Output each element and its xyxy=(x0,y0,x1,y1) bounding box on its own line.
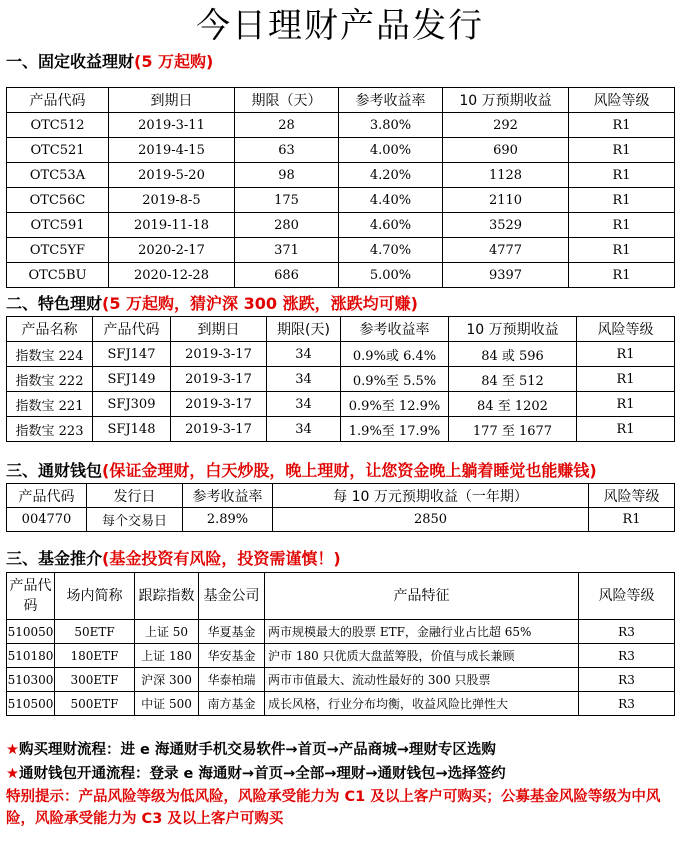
table-cell: OTC591 xyxy=(7,213,109,238)
table-cell: R1 xyxy=(569,213,675,238)
table-cell: 4.40% xyxy=(339,188,443,213)
table-cell: 2.89% xyxy=(183,508,273,532)
table-header-row xyxy=(7,317,675,342)
table-cell: 4.60% xyxy=(339,213,443,238)
col-header: 产品名称 xyxy=(7,317,93,342)
section1-note: (5 万起购) xyxy=(134,52,214,71)
table-cell: 沪市 180 只优质大盘蓝筹股，价值与成长兼顾 xyxy=(265,644,579,668)
table-cell: 2020-12-28 xyxy=(109,263,235,288)
table-header-row xyxy=(7,573,675,620)
table-cell: R1 xyxy=(589,508,675,532)
col-header: 参考收益率 xyxy=(183,484,273,508)
table-row xyxy=(7,644,675,668)
col-header: 到期日 xyxy=(171,317,267,342)
table-cell: R1 xyxy=(569,238,675,263)
table-cell: 指数宝 222 xyxy=(7,367,93,392)
col-header: 基金公司 xyxy=(199,573,265,620)
table-cell: 华夏基金 xyxy=(199,620,265,644)
section1-title: 一、固定收益理财 xyxy=(6,52,135,71)
col-header: 跟踪指数 xyxy=(135,573,199,620)
table-cell: OTC5YF xyxy=(7,238,109,263)
table-cell: 3529 xyxy=(443,213,569,238)
table-cell: 0.9%至 5.5% xyxy=(341,367,449,392)
table-row xyxy=(7,138,675,163)
col-header: 发行日 xyxy=(87,484,183,508)
table-cell: R1 xyxy=(577,367,675,392)
wallet-table xyxy=(6,483,675,532)
table-row xyxy=(7,213,675,238)
table-cell: 63 xyxy=(235,138,339,163)
table-cell: 4.20% xyxy=(339,163,443,188)
table-cell: OTC521 xyxy=(7,138,109,163)
table-cell: 180ETF xyxy=(55,644,135,668)
table-cell: 84 至 512 xyxy=(449,367,577,392)
table-cell: SFJ147 xyxy=(93,342,171,367)
table-cell: 沪深 300 xyxy=(135,668,199,692)
table-cell: 南方基金 xyxy=(199,692,265,716)
table-cell: 690 xyxy=(443,138,569,163)
table-cell: R1 xyxy=(569,263,675,288)
table-cell: 指数宝 224 xyxy=(7,342,93,367)
table-cell: 0.9%或 6.4% xyxy=(341,342,449,367)
col-header: 到期日 xyxy=(109,88,235,113)
table-cell: R1 xyxy=(569,163,675,188)
table-cell: 2019-3-17 xyxy=(171,342,267,367)
col-header: 10 万预期收益 xyxy=(449,317,577,342)
fixed-income-table xyxy=(6,87,675,288)
table-cell: 50ETF xyxy=(55,620,135,644)
col-header: 产品代码 xyxy=(7,88,109,113)
section2-title: 二、特色理财 xyxy=(6,294,103,313)
table-cell: 两市规模最大的股票 ETF，金融行业占比超 65% xyxy=(265,620,579,644)
table-cell: 34 xyxy=(267,417,341,442)
table-cell: 2019-3-17 xyxy=(171,392,267,417)
table-cell: 2019-4-15 xyxy=(109,138,235,163)
table-cell: 84 至 1202 xyxy=(449,392,577,417)
table-cell: 指数宝 221 xyxy=(7,392,93,417)
table-cell: SFJ149 xyxy=(93,367,171,392)
table-cell: 177 至 1677 xyxy=(449,417,577,442)
table-header-row xyxy=(7,484,675,508)
table-cell: 2019-3-11 xyxy=(109,113,235,138)
notes xyxy=(6,738,678,830)
table-cell: 510300 xyxy=(7,668,55,692)
table-cell: 371 xyxy=(235,238,339,263)
table-cell: 4.70% xyxy=(339,238,443,263)
table-cell: 004770 xyxy=(7,508,87,532)
table-cell: R3 xyxy=(579,668,675,692)
table-cell: 686 xyxy=(235,263,339,288)
table-cell: 1128 xyxy=(443,163,569,188)
table-cell: 98 xyxy=(235,163,339,188)
table-cell: 175 xyxy=(235,188,339,213)
table-cell: 1.9%至 17.9% xyxy=(341,417,449,442)
col-header: 产品代码 xyxy=(93,317,171,342)
table-cell: 2850 xyxy=(273,508,589,532)
table-cell: 成长风格，行业分布均衡，收益风险比弹性大 xyxy=(265,692,579,716)
table-cell: 2020-2-17 xyxy=(109,238,235,263)
wallet-flow-note xyxy=(6,762,678,786)
col-header: 10 万预期收益 xyxy=(443,88,569,113)
table-cell: 5.00% xyxy=(339,263,443,288)
table-cell: 500ETF xyxy=(55,692,135,716)
table-cell: 华泰柏瑞 xyxy=(199,668,265,692)
table-cell: 上证 50 xyxy=(135,620,199,644)
risk-warning: 特别提示：产品风险等级为低风险，风险承受能力为 C1 及以上客户可购买；公募基金风险等级为中风险，风险承受能力为 C3 及以上客户可购买 xyxy=(6,789,661,827)
table-cell: 华安基金 xyxy=(199,644,265,668)
table-cell: 2019-5-20 xyxy=(109,163,235,188)
section3-note: (保证金理财，白天炒股，晚上理财，让您资金晚上躺着睡觉也能赚钱) xyxy=(102,461,597,480)
table-cell: 两市市值最大、流动性最好的 300 只股票 xyxy=(265,668,579,692)
table-cell: R1 xyxy=(577,342,675,367)
table-cell: 2019-3-17 xyxy=(171,367,267,392)
col-header: 每 10 万元预期收益（一年期） xyxy=(273,484,589,508)
fund-table xyxy=(6,572,675,716)
col-header: 产品代码 xyxy=(7,484,87,508)
table-header-row xyxy=(7,88,675,113)
table-cell: R3 xyxy=(579,644,675,668)
table-cell: 3.80% xyxy=(339,113,443,138)
table-row xyxy=(7,113,675,138)
table-cell: 510180 xyxy=(7,644,55,668)
table-cell: SFJ148 xyxy=(93,417,171,442)
table-row xyxy=(7,508,675,532)
table-cell: 300ETF xyxy=(55,668,135,692)
table-cell: OTC56C xyxy=(7,188,109,213)
table-cell: 34 xyxy=(267,392,341,417)
section1-heading xyxy=(6,49,213,72)
table-cell: R1 xyxy=(569,138,675,163)
table-cell: R1 xyxy=(569,113,675,138)
table-cell: 28 xyxy=(235,113,339,138)
table-cell: 510500 xyxy=(7,692,55,716)
section4-title: 三、基金推介 xyxy=(6,549,103,568)
section2-note: (5 万起购，猜沪深 300 涨跌，涨跌均可赚) xyxy=(102,294,418,313)
wallet-flow-text: 通财钱包开通流程：登录 e 海通财→首页→全部→理财→通财钱包→选择签约 xyxy=(19,766,506,782)
table-cell: OTC5BU xyxy=(7,263,109,288)
star-icon: ★ xyxy=(6,742,19,758)
col-header: 产品特征 xyxy=(265,573,579,620)
table-cell: SFJ309 xyxy=(93,392,171,417)
section4-heading xyxy=(6,546,341,569)
col-header: 风险等级 xyxy=(569,88,675,113)
table-cell: R3 xyxy=(579,620,675,644)
table-row xyxy=(7,692,675,716)
section4-note: (基金投资有风险，投资需谨慎！) xyxy=(102,549,341,568)
table-cell: 4.00% xyxy=(339,138,443,163)
table-row xyxy=(7,342,675,367)
table-cell: 84 或 596 xyxy=(449,342,577,367)
col-header: 风险等级 xyxy=(577,317,675,342)
col-header: 风险等级 xyxy=(589,484,675,508)
table-cell: 2019-11-18 xyxy=(109,213,235,238)
section3-heading xyxy=(6,458,597,481)
buy-flow-text: 购买理财流程：进 e 海通财手机交易软件→首页→产品商城→理财专区选购 xyxy=(19,742,496,758)
table-cell: OTC53A xyxy=(7,163,109,188)
table-cell: 510050 xyxy=(7,620,55,644)
col-header: 风险等级 xyxy=(579,573,675,620)
table-cell: 指数宝 223 xyxy=(7,417,93,442)
table-row xyxy=(7,417,675,442)
col-header: 期限（天） xyxy=(235,88,339,113)
col-header: 期限(天) xyxy=(267,317,341,342)
col-header: 参考收益率 xyxy=(339,88,443,113)
page-title: 今日理财产品发行 xyxy=(196,6,484,46)
table-cell: 34 xyxy=(267,342,341,367)
table-row xyxy=(7,392,675,417)
table-cell: 2019-8-5 xyxy=(109,188,235,213)
table-row xyxy=(7,620,675,644)
table-cell: 上证 180 xyxy=(135,644,199,668)
table-cell: 4777 xyxy=(443,238,569,263)
table-cell: 2019-3-17 xyxy=(171,417,267,442)
table-row xyxy=(7,163,675,188)
table-cell: R1 xyxy=(577,392,675,417)
table-cell: 中证 500 xyxy=(135,692,199,716)
section2-heading xyxy=(6,291,418,314)
table-row xyxy=(7,263,675,288)
table-row xyxy=(7,188,675,213)
section3-title: 三、通财钱包 xyxy=(6,461,103,480)
table-cell: 2110 xyxy=(443,188,569,213)
table-row xyxy=(7,668,675,692)
table-cell: 每个交易日 xyxy=(87,508,183,532)
table-cell: R1 xyxy=(577,417,675,442)
table-cell: OTC512 xyxy=(7,113,109,138)
star-icon: ★ xyxy=(6,766,19,782)
table-cell: 280 xyxy=(235,213,339,238)
special-product-table xyxy=(6,316,675,442)
table-row xyxy=(7,367,675,392)
table-cell: R3 xyxy=(579,692,675,716)
table-cell: R1 xyxy=(569,188,675,213)
table-cell: 292 xyxy=(443,113,569,138)
col-header: 场内简称 xyxy=(55,573,135,620)
table-cell: 9397 xyxy=(443,263,569,288)
buy-flow-note xyxy=(6,738,678,762)
col-header: 参考收益率 xyxy=(341,317,449,342)
table-cell: 34 xyxy=(267,367,341,392)
table-cell: 0.9%至 12.9% xyxy=(341,392,449,417)
table-row xyxy=(7,238,675,263)
col-header: 产品代码 xyxy=(7,573,55,620)
